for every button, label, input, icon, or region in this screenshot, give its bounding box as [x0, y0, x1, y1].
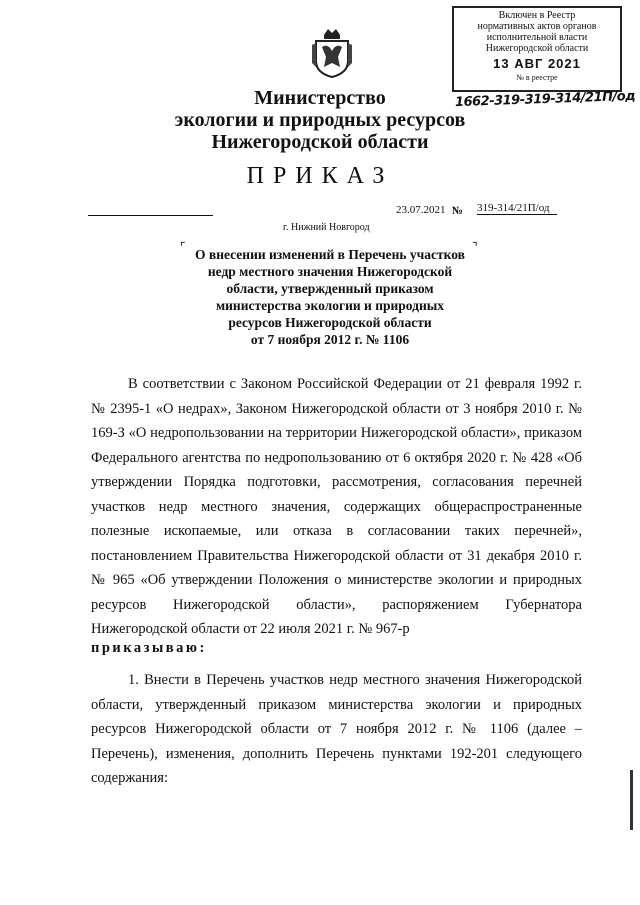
subject-line: недр местного значения Нижегородской [207, 264, 453, 279]
ordering-clause: приказываю: [91, 640, 207, 656]
number-label: № [452, 205, 464, 217]
scan-edge-mark [630, 770, 633, 830]
document-number: 319-314/21П/од [477, 202, 557, 215]
stamp-registry-label: № в реестре [516, 73, 558, 82]
subject-line: О внесении изменений в Перечень участков [195, 247, 465, 262]
registry-stamp [452, 6, 622, 92]
corner-bracket-left: ⌜ [180, 240, 186, 254]
stamp-line: исполнительной власти [486, 32, 588, 43]
ministry-name-line: Министерство [254, 87, 386, 109]
corner-bracket-right: ⌝ [472, 240, 478, 254]
subject-line: от 7 ноября 2012 г. № 1106 [250, 332, 410, 347]
document-subject [180, 246, 480, 348]
city: г. Нижний Новгород [283, 222, 370, 233]
stamp-date: 13 АВГ 2021 [493, 56, 581, 71]
document-type: ПРИКАЗ [246, 163, 394, 189]
item-1-paragraph: 1. Внести в Перечень участков недр местного значения Нижегородской области, утвержденный приказом министерства экологии и природных ресурсов Нижегородской области от 7 ноября 2012 г. № 1106 (далее – Перечень), изменения, дополнить Перечень пунктами 192-201 следующего содержания: [91, 672, 582, 786]
handwritten-registry-number: 1662-319-319-314/21П/од [454, 88, 636, 111]
subject-line: министерства экологии и природных [215, 298, 445, 313]
subject-line: области, утвержденный приказом [226, 281, 434, 296]
stamp-line: Включен в Реестр [498, 10, 576, 21]
stamp-line: нормативных актов органов [477, 21, 597, 32]
coat-of-arms-icon [310, 27, 354, 79]
preamble-paragraph: В соответствии с Законом Российской Федерации от 21 февраля 1992 г. № 2395-1 «О недрах», Законом Нижегородской области от 3 ноября 2010 г. № 169-З «О недропользовании на территории Нижегородской области», приказом Федерального агентства по недропользованию от 6 октября 2020 г. № 428 «Об утверждении Порядка подготовки, рассмотрения, согласования перечней участков недр местного значения, содержащих общераспространенные полезные ископаемые, или отказа в согласовании таких перечней», постановлением Правительства Нижегородской области от 31 декабря 2010 г. № 965 «Об утверждении Положения о министерстве экологии и природных ресурсов Нижегородской области», распоряжением Губернатора Нижегородской области от 22 июля 2021 г. № 967-р [91, 376, 582, 637]
subject-line: ресурсов Нижегородской области [228, 315, 432, 330]
ministry-name-line: экологии и природных ресурсов [174, 109, 466, 131]
stamp-line: Нижегородской области [485, 43, 589, 54]
ministry-name-line: Нижегородской области [211, 131, 429, 153]
document-date: 23.07.2021 [396, 204, 446, 216]
signature-line [88, 215, 213, 216]
